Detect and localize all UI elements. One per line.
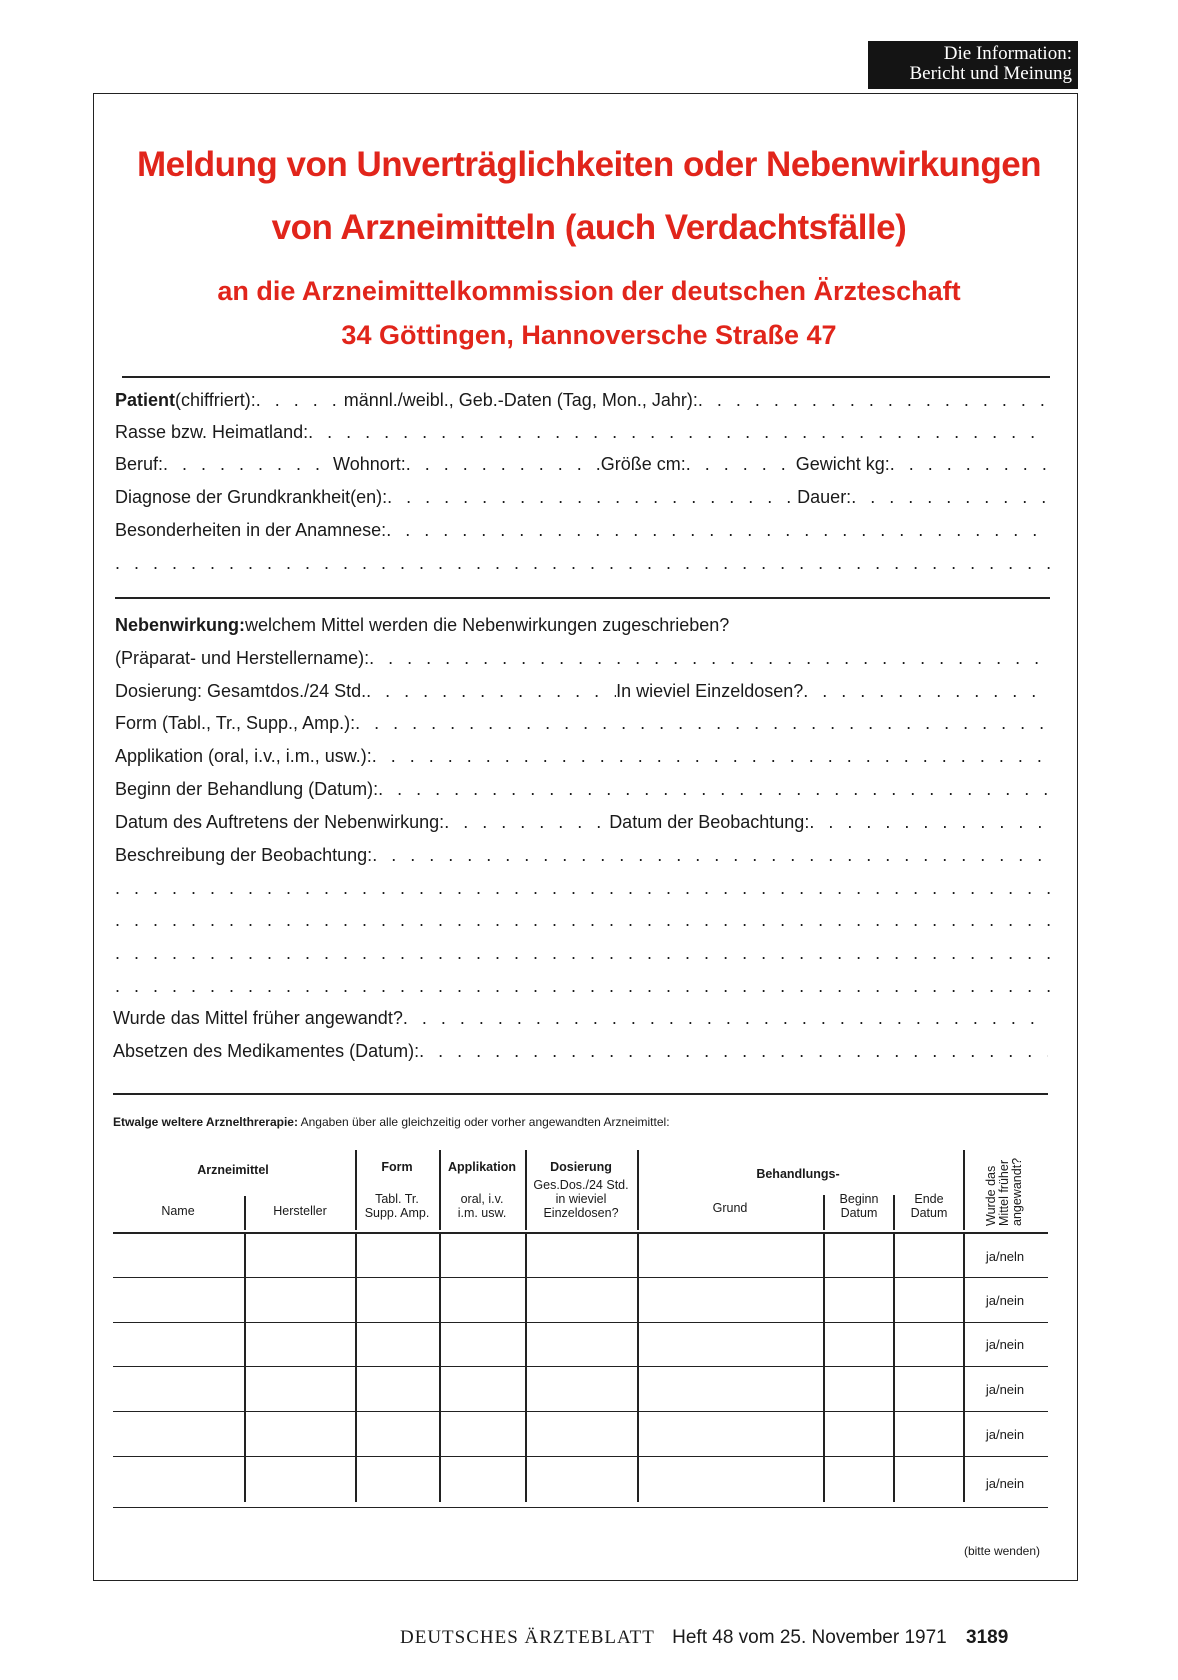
- header-form: Form: [381, 1160, 413, 1174]
- header-beginn: Beginn Datum: [839, 1192, 879, 1220]
- einzeldosen-field[interactable]: [803, 681, 1050, 702]
- header-dosierung: Dosierung: [550, 1160, 612, 1174]
- column-rule: [823, 1232, 825, 1502]
- title-line1: Meldung von Unverträglichkeiten oder Nebenwirkungen: [136, 145, 1042, 184]
- header-form-sub: Tabl. Tr. Supp. Amp.: [364, 1192, 430, 1220]
- praeparat-line: (Präparat- und Herstellername): . . .: [115, 648, 1050, 676]
- header-vertical-anchor: [984, 1157, 1024, 1227]
- therapy-intro: Etwalge weltere Arznelthrerapie: Angaben über alle gleichzeitig oder vorher angewandten Arzneimittel:: [113, 1115, 670, 1129]
- column-rule: [963, 1150, 965, 1230]
- header-applikation: Applikation: [447, 1160, 517, 1174]
- ja-nein-option[interactable]: ja/nein: [985, 1382, 1025, 1397]
- ja-nein-option[interactable]: ja/neln: [985, 1249, 1025, 1264]
- divider: [115, 597, 1050, 599]
- wohnort-field[interactable]: [406, 454, 601, 475]
- patient-code-field[interactable]: [256, 390, 344, 411]
- beginn-field[interactable]: [378, 779, 1050, 800]
- beschreibung-field[interactable]: [372, 845, 1050, 866]
- divider: [113, 1093, 1048, 1095]
- table-row: [113, 1507, 1048, 1508]
- title-line2: von Arzneimitteln (auch Verdachtsfälle): [271, 208, 907, 247]
- publication-name: DEUTSCHES ÄRZTEBLATT: [400, 1627, 655, 1648]
- beschreibung-field-2[interactable]: [115, 878, 1050, 899]
- table-header-rule: [113, 1232, 1048, 1234]
- beschreibung-line-5: [115, 976, 1050, 1004]
- table-row: [113, 1456, 1048, 1457]
- ja-nein-option[interactable]: ja/nein: [985, 1337, 1025, 1352]
- header-frueher-angewandt: Wurde das Mittel früher angewandt?: [984, 1157, 1024, 1226]
- beschreibung-line-3: [115, 910, 1050, 938]
- table-row: [113, 1366, 1048, 1367]
- beschreibung-line-4: [115, 943, 1050, 971]
- header-behandlung: Behandlungs-: [756, 1167, 840, 1181]
- header-name: Name: [161, 1204, 195, 1218]
- anamnese-line-2: [115, 553, 1050, 581]
- absetzen-line: Absetzen des Medikamentes (Datum): . . .: [113, 1041, 1048, 1069]
- auftreten-line: Datum des Auftretens der Nebenwirkung: . . . Datum der Beobachtung: . . .: [115, 812, 1050, 840]
- column-rule: [525, 1150, 527, 1230]
- ja-nein-option[interactable]: ja/nein: [985, 1293, 1025, 1308]
- frueher-field[interactable]: [403, 1008, 1048, 1029]
- beschreibung-field-4[interactable]: [115, 943, 1050, 964]
- column-rule: [823, 1195, 825, 1230]
- beschreibung-line: Beschreibung der Beobachtung: . . .: [115, 845, 1050, 873]
- column-rule: [893, 1232, 895, 1502]
- rasse-field[interactable]: [308, 422, 1050, 443]
- table-row: [113, 1411, 1048, 1412]
- header-applikation-sub: oral, i.v. i.m. usw.: [457, 1192, 507, 1220]
- beruf-field[interactable]: [163, 454, 333, 475]
- column-rule: [893, 1195, 895, 1230]
- column-rule: [439, 1232, 441, 1502]
- column-rule: [355, 1150, 357, 1230]
- column-rule: [525, 1232, 527, 1502]
- beschreibung-field-5[interactable]: [115, 976, 1050, 997]
- groesse-field[interactable]: [686, 454, 796, 475]
- anamnese-field[interactable]: [386, 520, 1050, 541]
- patient-birth-field[interactable]: [698, 390, 1050, 411]
- frueher-line: Wurde das Mittel früher angewandt? . . .: [113, 1008, 1048, 1036]
- title-line3: an die Arzneimittelkommission der deutschen Ärzteschaft: [217, 276, 961, 306]
- beruf-line: Beruf: . . . Wohnort: . . . Größe cm: . . . Gewicht kg: . . .: [115, 454, 1050, 482]
- beginn-line: Beginn der Behandlung (Datum): . . .: [115, 779, 1050, 807]
- dosierung-line: Dosierung: Gesamtdos./24 Std. . . . In wieviel Einzeldosen? . . .: [115, 681, 1050, 709]
- gewicht-field[interactable]: [890, 454, 1050, 475]
- applikation-line: Applikation (oral, i.v., i.m., usw.): . . .: [115, 746, 1050, 774]
- column-rule: [637, 1232, 639, 1502]
- header-arzneimittel: Arzneimittel: [197, 1163, 269, 1177]
- form-field[interactable]: [355, 713, 1050, 734]
- column-rule: [244, 1196, 246, 1230]
- applikation-field[interactable]: [372, 746, 1050, 767]
- praeparat-field[interactable]: [369, 648, 1050, 669]
- divider: [122, 376, 1050, 378]
- beschreibung-line-2: [115, 878, 1050, 906]
- dauer-field[interactable]: [851, 487, 1050, 508]
- section-tag-line1: Die Information:: [943, 43, 1072, 64]
- neben-line: Nebenwirkung: welchem Mittel werden die Nebenwirkungen zugeschrieben?: [115, 615, 730, 635]
- header-ende: Ende Datum: [910, 1192, 948, 1220]
- patient-line: Patient (chiffriert): . . . männl./weibl., Geb.-Daten (Tag, Mon., Jahr): . . .: [115, 390, 1050, 418]
- beschreibung-field-3[interactable]: [115, 910, 1050, 931]
- header-grund: Grund: [712, 1201, 748, 1215]
- page-footer: [400, 1627, 1070, 1653]
- ja-nein-option[interactable]: ja/nein: [985, 1427, 1025, 1442]
- rasse-line: Rasse bzw. Heimatland: . . .: [115, 422, 1050, 450]
- column-rule: [963, 1232, 965, 1502]
- ja-nein-option[interactable]: ja/nein: [985, 1476, 1025, 1491]
- table-row: [113, 1322, 1048, 1323]
- issue-info: Heft 48 vom 25. November 1971: [672, 1627, 947, 1648]
- column-rule: [355, 1232, 357, 1502]
- column-rule: [637, 1150, 639, 1230]
- column-rule: [244, 1232, 246, 1502]
- anamnese-field-2[interactable]: [115, 553, 1050, 574]
- section-tag: [868, 41, 1078, 89]
- section-tag-line2: Bericht und Meinung: [909, 63, 1072, 84]
- form-line: Form (Tabl., Tr., Supp., Amp.): . . .: [115, 713, 1050, 741]
- beobachtung-datum-field[interactable]: [809, 812, 1050, 833]
- title-line4: 34 Göttingen, Hannoversche Straße 47: [341, 320, 837, 350]
- table-row: [113, 1277, 1048, 1278]
- auftreten-field[interactable]: [444, 812, 609, 833]
- absetzen-field[interactable]: [419, 1041, 1048, 1062]
- diagnose-line: Diagnose der Grundkrankheit(en): . . . Dauer: . . .: [115, 487, 1050, 515]
- page-number: 3189: [966, 1627, 1009, 1648]
- column-rule: [439, 1150, 441, 1230]
- header-dosierung-sub: Ges.Dos./24 Std. in wieviel Einzeldosen?: [533, 1178, 629, 1220]
- diagnose-field[interactable]: [387, 487, 797, 508]
- header-hersteller: Hersteller: [273, 1204, 327, 1218]
- bitte-wenden: (bitte wenden): [963, 1544, 1040, 1558]
- gesamtdosis-field[interactable]: [366, 681, 616, 702]
- anamnese-line: Besonderheiten in der Anamnese: . . .: [115, 520, 1050, 548]
